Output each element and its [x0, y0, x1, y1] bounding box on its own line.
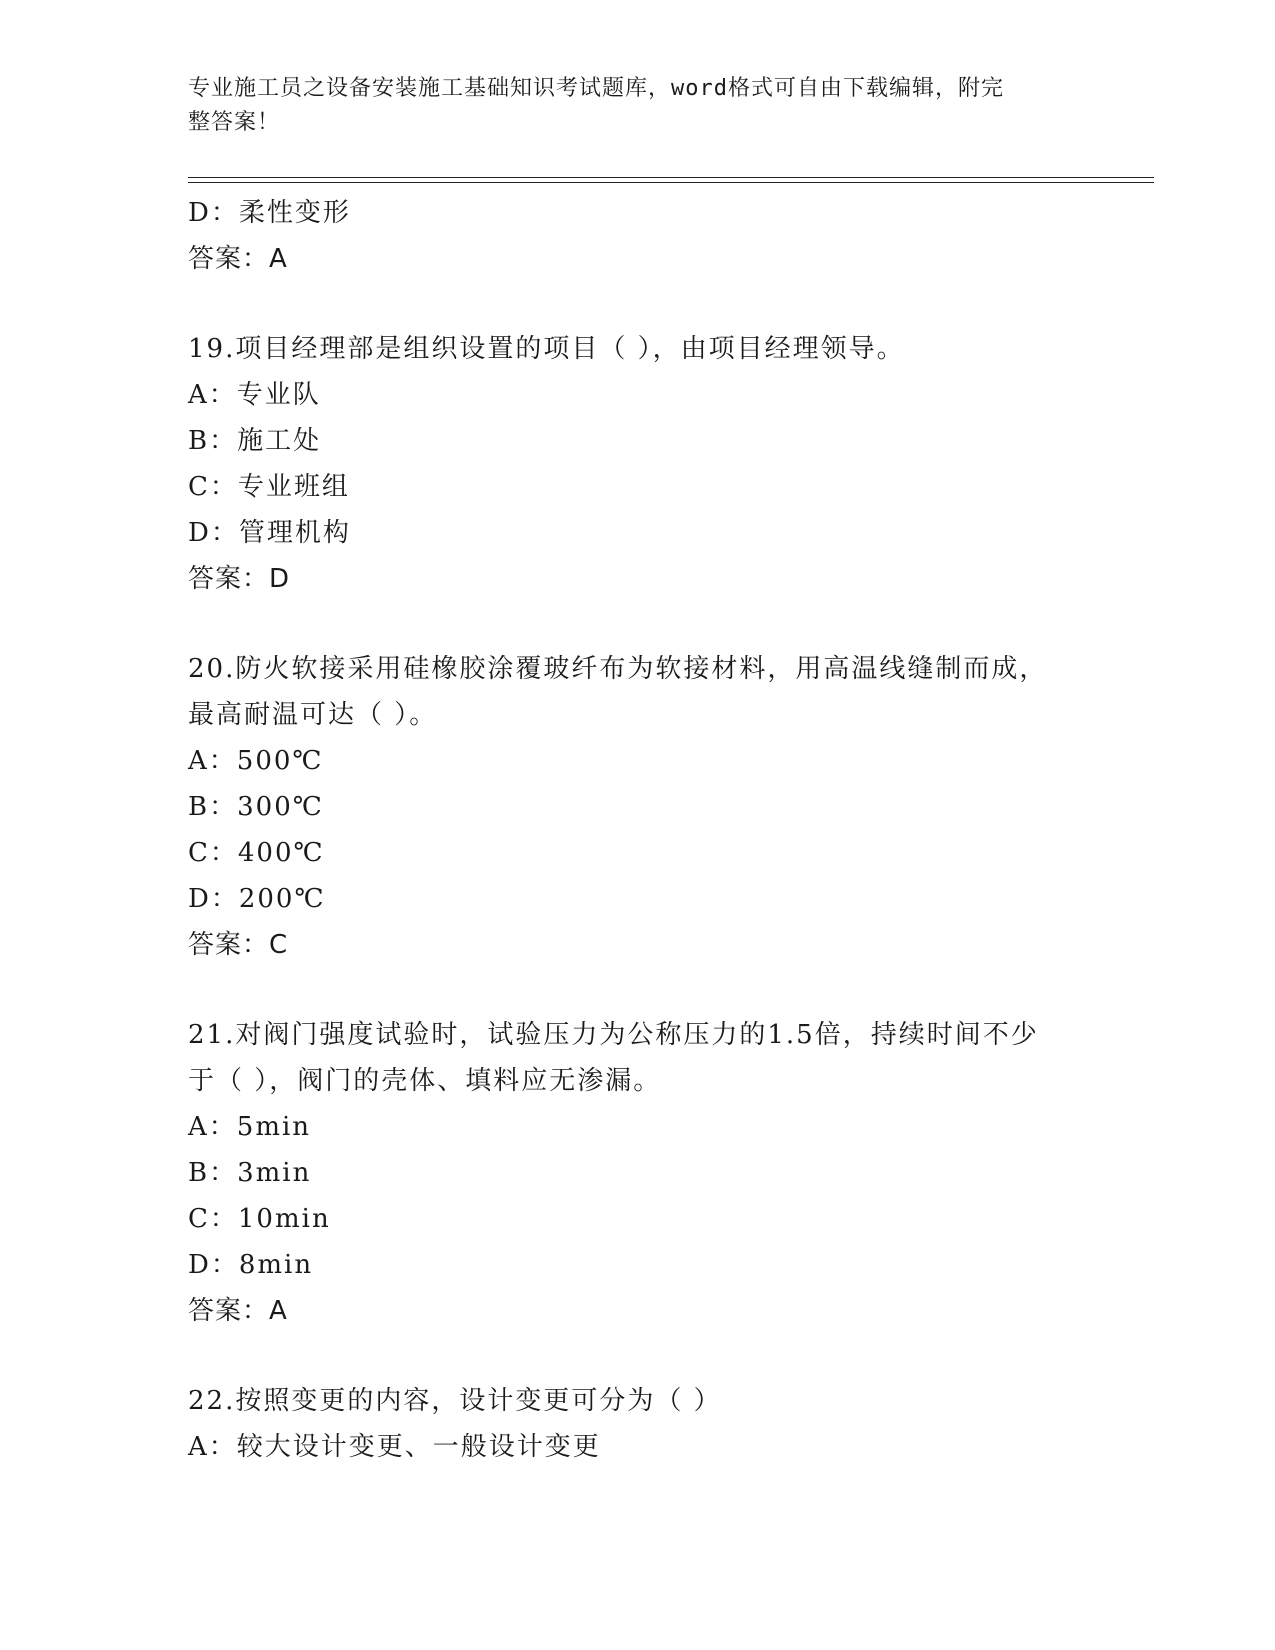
question-stem: 22.按照变更的内容，设计变更可分为（ ）	[188, 1386, 722, 1416]
option-d: D：200℃	[188, 884, 326, 914]
option-a: A：专业队	[188, 380, 321, 410]
option-b: B：施工处	[188, 426, 322, 456]
question-stem-cont: 于（ ），阀门的壳体、填料应无渗漏。	[188, 1066, 662, 1096]
answer-line: 答案：D	[188, 564, 291, 594]
option-a: A：500℃	[188, 746, 324, 776]
header-line-1: 专业施工员之设备安装施工基础知识考试题库，word格式可自由下载编辑，附完	[188, 76, 1004, 101]
header-divider-bottom	[188, 182, 1154, 183]
option-d: D：8min	[188, 1250, 314, 1280]
answer-line: 答案：A	[188, 244, 288, 274]
question-stem: 20.防火软接采用硅橡胶涂覆玻纤布为软接材料，用高温线缝制而成，	[188, 654, 1048, 684]
question-list	[188, 190, 1088, 1470]
header-divider-top	[188, 177, 1154, 178]
question-22	[188, 1378, 1088, 1470]
option-d: D：柔性变形	[188, 198, 351, 228]
question-21	[188, 1012, 1088, 1334]
option-b: B：300℃	[188, 792, 324, 822]
option-a: A：较大设计变更、一般设计变更	[188, 1432, 601, 1462]
question-stem-cont: 最高耐温可达（ ）。	[188, 700, 438, 730]
option-c: C：400℃	[188, 838, 325, 868]
option-c: C：专业班组	[188, 472, 350, 502]
question-stem: 19.项目经理部是组织设置的项目（ ），由项目经理领导。	[188, 334, 905, 364]
question-stem: 21.对阀门强度试验时，试验压力为公称压力的1.5倍，持续时间不少	[188, 1020, 1039, 1050]
document-header	[188, 72, 1088, 140]
option-a: A：5min	[188, 1112, 312, 1142]
option-b: B：3min	[188, 1158, 312, 1188]
header-line-2: 整答案！	[188, 110, 281, 135]
answer-line: 答案：A	[188, 1296, 288, 1326]
answer-line: 答案：C	[188, 930, 289, 960]
option-c: C：10min	[188, 1204, 331, 1234]
question-19	[188, 326, 1088, 602]
question-20	[188, 646, 1088, 968]
option-d: D：管理机构	[188, 518, 351, 548]
